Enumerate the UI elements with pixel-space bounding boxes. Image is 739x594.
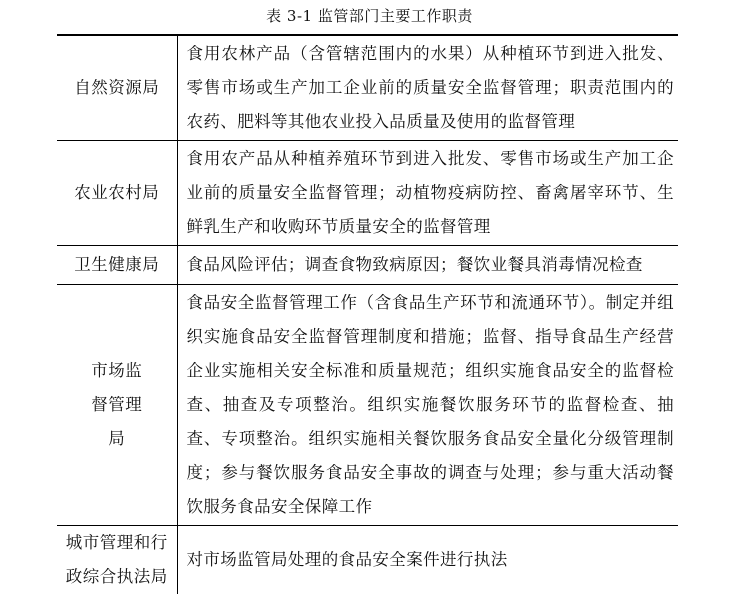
table-row <box>57 526 678 594</box>
table-row <box>57 246 678 285</box>
department-cell: 自然资源局 <box>57 35 177 141</box>
table-caption: 表 3-1 监管部门主要工作职责 <box>0 6 739 26</box>
department-cell: 城市管理和行政综合执法局 <box>57 526 177 594</box>
duties-cell: 食用农林产品（含管辖范围内的水果）从种植环节到进入批发、零售市场或生产加工企业前的质量安全监督管理；职责范围内的农药、肥料等其他农业投入品质量及使用的监督管理 <box>177 35 678 141</box>
duties-cell: 食用农产品从种植养殖环节到进入批发、零售市场或生产加工企业前的质量安全监督管理；动植物疫病防控、畜禽屠宰环节、生鲜乳生产和收购环节质量安全的监督管理 <box>177 141 678 246</box>
table-row <box>57 141 678 246</box>
department-cell: 农业农村局 <box>57 141 177 246</box>
duties-cell: 食品安全监督管理工作（含食品生产环节和流通环节）。制定并组织实施食品安全监督管理制度和措施；监督、指导食品生产经营企业实施相关安全标准和质量规范；组织实施食品安全的监督检查、抽查及专项整治。组织实施餐饮服务环节的监督检查、抽查、专项整治。组织实施相关餐饮服务食品安全量化分级管理制度；参与餐饮服务食品安全事故的调查与处理；参与重大活动餐饮服务食品安全保障工作 <box>177 285 678 526</box>
duties-table <box>57 34 678 594</box>
department-cell: 卫生健康局 <box>57 246 177 285</box>
table-row <box>57 35 678 141</box>
table-row <box>57 285 678 526</box>
duties-cell: 食品风险评估；调查食物致病原因；餐饮业餐具消毒情况检查 <box>177 246 678 285</box>
department-cell: 市场监督管理局 <box>57 285 177 526</box>
duties-cell: 对市场监管局处理的食品安全案件进行执法 <box>177 526 678 594</box>
